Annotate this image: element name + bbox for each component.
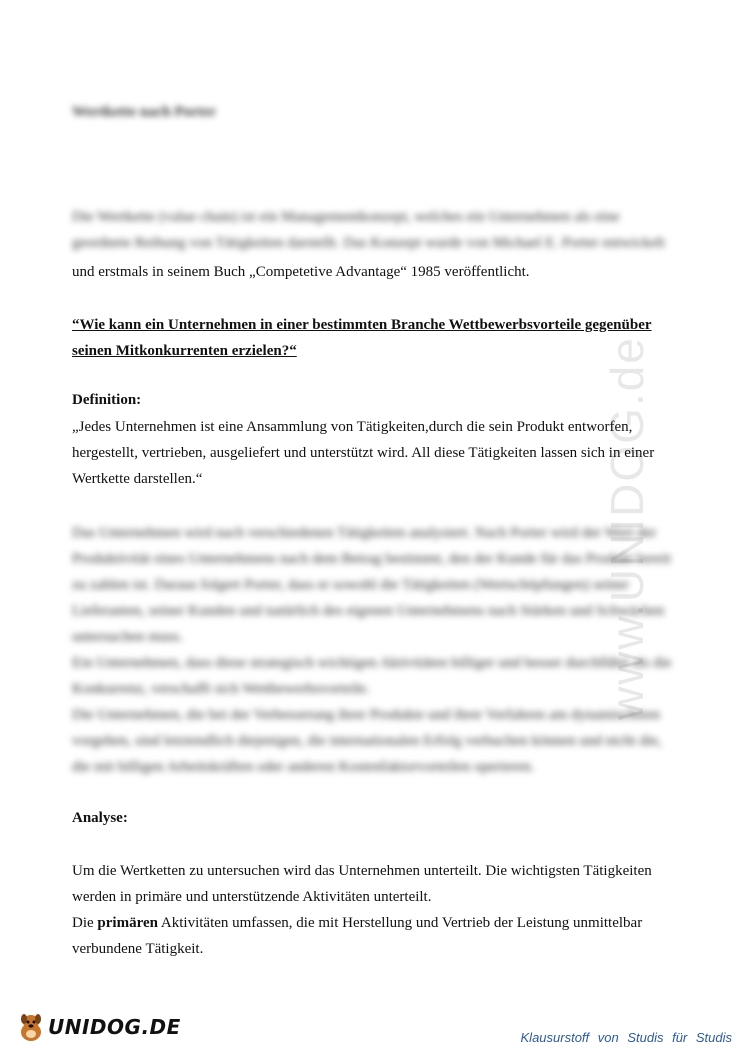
- footer-slogan: Klausurstoff von Studis für Studis: [520, 1030, 732, 1045]
- document-title: Wertkette nach Porter: [72, 104, 217, 120]
- logo-text: UNIDOG.DE: [48, 1015, 181, 1039]
- analyse-text-1: Um die Wertketten zu untersuchen wird das Unternehmen unterteilt. Die wichtigsten Tätigkeiten werden in primäre und unterstützende Aktivitäten unterteilt.: [72, 863, 652, 905]
- blurred-paragraph-1: Das Unternehmen wird nach verschiedenen Tätigkeiten analysiert. Nach Porter wird der Wert der Produktivität eines Unternehmens nach dem Betrag bestimmt, den der Kunde für das Produkt bereit zu zahlen ist. Daraus folgert Porter, dass er sowohl die Tätigkeiten (Wertschöpfungen) seiner Lieferanten, seiner Kunden und natürlich des eigenen Unternehmens nach Stärken und Schwächen untersuchen muss.: [72, 525, 672, 645]
- key-question: “Wie kann ein Unternehmen in einer bestimmten Branche Wettbewerbsvorteile gegenüber seinen Mitkonkurrenten erzielen?“: [72, 317, 652, 359]
- intro-blurred-text: Die Wertkette (value chain) ist ein Managementkonzept, welches ein Unternehmen als eine geordnete Reihung von Tätigkeiten darstellt. Das Konzept wurde von Michael E. Porter entwickelt: [72, 209, 665, 251]
- analyse-text-2: [72, 910, 682, 962]
- dog-mascot-icon: [18, 1012, 44, 1042]
- analyse-text-2-prefix: Die: [72, 915, 98, 931]
- blurred-paragraph-3: Die Unternehmen, die bei der Verbesserung ihrer Produkte und ihrer Verfahren am dynamischsten vorgehen, sind letztendlich diejenigen, die internationalen Erfolg verbuchen können und nicht die, die mit billigen Arbeitskräften oder anderen Kostenfaktorvorteilen operieren.: [72, 707, 662, 775]
- analyse-text-2-bold: primären: [97, 915, 158, 931]
- blurred-paragraph-2: Ein Unternehmen, dass diese strategisch wichtigen Aktivitäten billiger und besser durchführt als die Konkurrenz, verschafft sich Wettbewerbsvorteile.: [72, 655, 672, 697]
- watermark: www.UNIDOG.de: [601, 336, 653, 720]
- definition-heading: Definition:: [72, 392, 142, 408]
- definition-text: „Jedes Unternehmen ist eine Ansammlung von Tätigkeiten,durch die sein Produkt entworfen, hergestellt, vertrieben, ausgeliefert und unterstützt wird. All diese Tätigkeiten lassen sich in einer Wertkette darstellen.“: [72, 419, 655, 487]
- analyse-heading: Analyse:: [72, 810, 128, 826]
- intro-text: und erstmals in seinem Buch „Competetive Advantage“ 1985 veröffentlicht.: [72, 264, 530, 280]
- analyse-text-2-suffix: Aktivitäten umfassen, die mit Herstellung und Vertrieb der Leistung unmittelbar verbundene Tätigkeit.: [72, 915, 643, 957]
- unidog-logo: [18, 1012, 181, 1042]
